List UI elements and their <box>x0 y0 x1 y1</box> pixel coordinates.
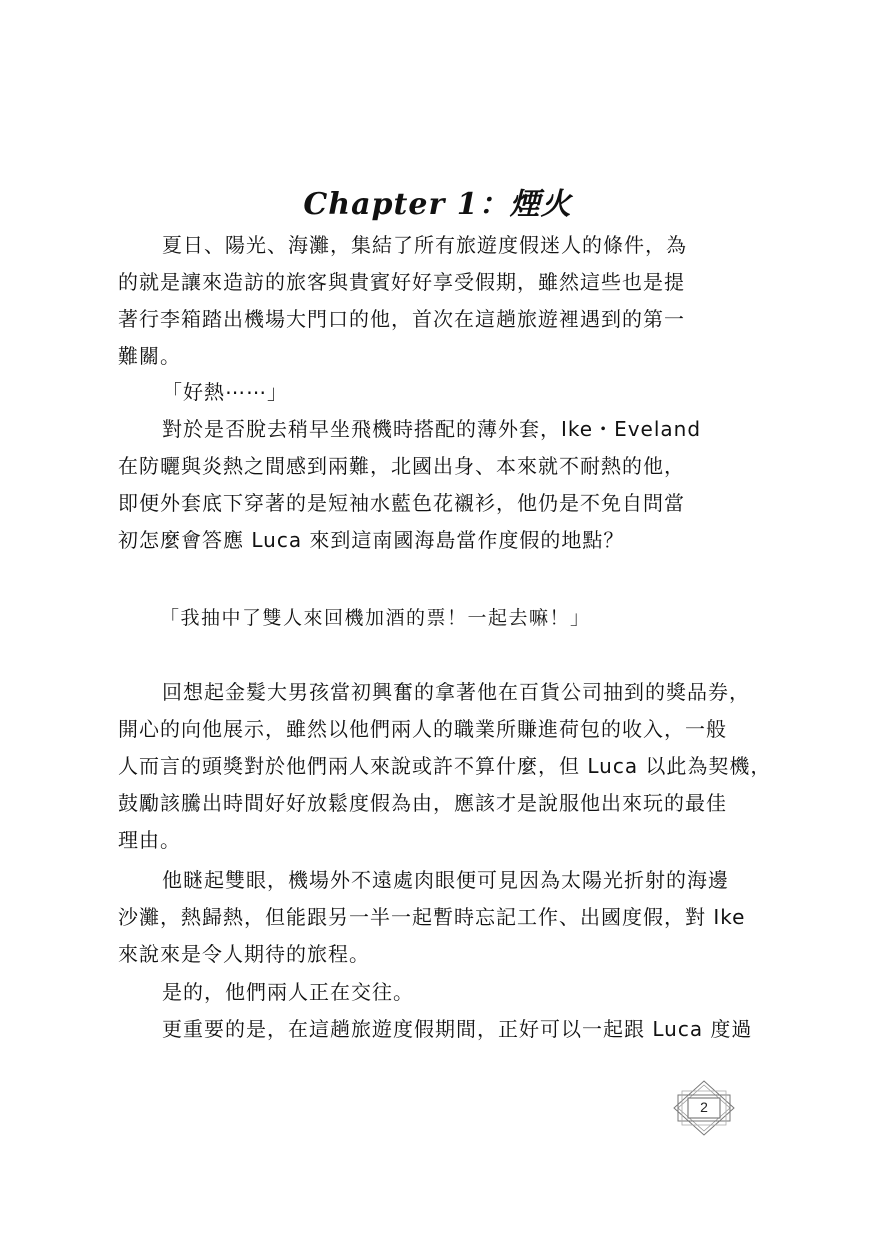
text-line: 的就是讓來造訪的旅客與貴賓好好享受假期，雖然這些也是提 <box>118 270 685 294</box>
page-number: 2 <box>700 1099 708 1115</box>
text-line: 「好熱⋯⋯」 <box>162 380 288 404</box>
paragraph-1 <box>118 227 748 375</box>
quoted-dialogue: 「我抽中了雙人來回機加酒的票！一起去嘛！」 <box>160 607 591 629</box>
chapter-title: Chapter 1：煙火 <box>303 187 572 223</box>
text-line: 更重要的是，在這趟旅遊度假期間，正好可以一起跟 Luca 度過 <box>162 1017 753 1041</box>
text-line: 回想起金髮大男孩當初興奮的拿著他在百貨公司抽到的獎品券， <box>162 680 750 704</box>
text-line: 開心的向他展示，雖然以他們兩人的職業所賺進荷包的收入，一般 <box>118 717 727 741</box>
text-line: 他瞇起雙眼，機場外不遠處肉眼便可見因為太陽光折射的海邊 <box>162 868 729 892</box>
paragraph-2-dialogue <box>118 374 748 411</box>
paragraph-6 <box>118 974 748 1011</box>
text-line: 夏日、陽光、海灘，集結了所有旅遊度假迷人的條件，為 <box>162 233 687 257</box>
text-line: 對於是否脫去稍早坐飛機時搭配的薄外套，Ike・Eveland <box>162 417 702 441</box>
text-line: 即便外套底下穿著的是短袖水藍色花襯衫，他仍是不免自問當 <box>118 491 685 515</box>
text-line: 是的，他們兩人正在交往。 <box>162 980 414 1004</box>
paragraph-7 <box>118 1011 753 1048</box>
text-line: 理由。 <box>118 828 181 852</box>
page-number-badge <box>668 1078 740 1138</box>
text-line: 在防曬與炎熱之間感到兩難，北國出身、本來就不耐熱的他， <box>118 454 685 478</box>
text-line: 難關。 <box>118 344 181 368</box>
paragraph-5 <box>118 862 748 973</box>
paragraph-4 <box>118 674 772 859</box>
text-line: 來說來是令人期待的旅程。 <box>118 942 370 966</box>
text-line: 沙灘，熱歸熱，但能跟另一半一起暫時忘記工作、出國度假，對 Ike <box>118 905 746 929</box>
text-line: 鼓勵該騰出時間好好放鬆度假為由，應該才是說服他出來玩的最佳 <box>118 791 727 815</box>
text-line: 人而言的頭獎對於他們兩人來說或許不算什麼，但 Luca 以此為契機， <box>118 754 772 778</box>
paragraph-3 <box>118 411 748 559</box>
text-line: 初怎麼會答應 Luca 來到這南國海島當作度假的地點？ <box>118 528 625 552</box>
text-line: 著行李箱踏出機場大門口的他，首次在這趟旅遊裡遇到的第一 <box>118 307 685 331</box>
